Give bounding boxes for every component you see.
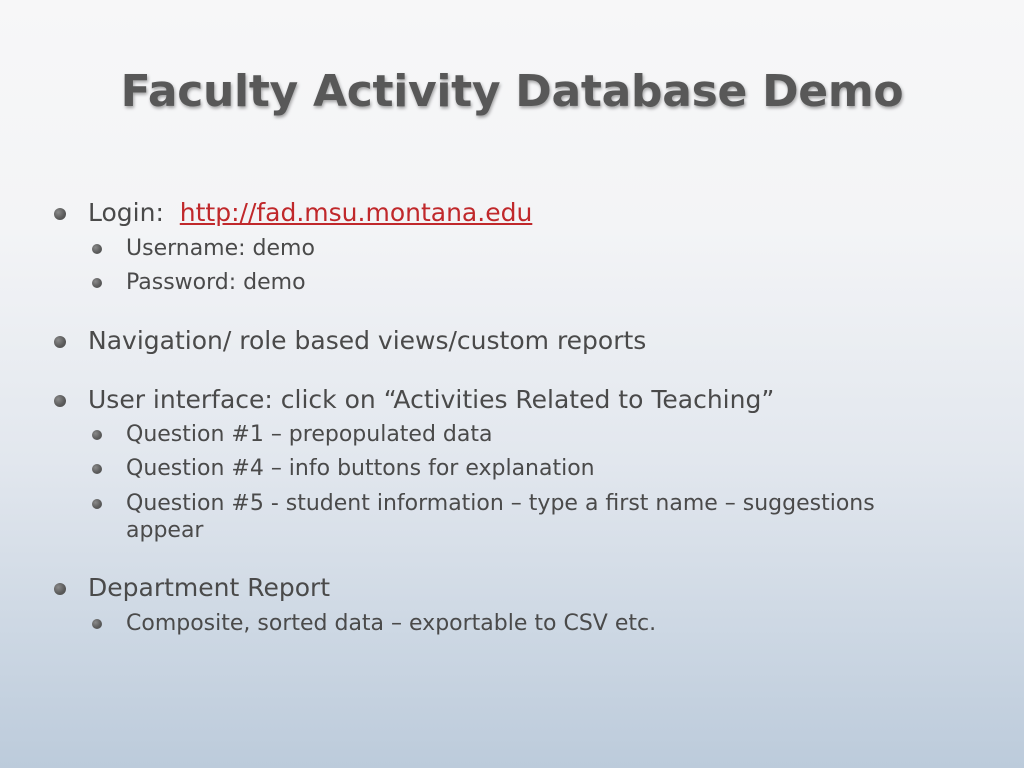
sub-bullet-text: Username: demo xyxy=(126,236,315,261)
login-link[interactable]: http://fad.msu.montana.edu xyxy=(179,198,533,227)
bullet-text: Navigation/ role based views/custom reports xyxy=(88,326,647,355)
sub-bullet-text: Composite, sorted data – exportable to CSV etc. xyxy=(126,611,657,636)
sub-bullet-text: Password: demo xyxy=(126,270,306,295)
bullet-dot-icon xyxy=(92,278,102,288)
sub-bullet-text: Question #4 – info buttons for explanation xyxy=(126,456,595,481)
bullet-text: Department Report xyxy=(88,573,331,602)
bullet-dot-icon xyxy=(92,619,102,629)
bullet-dot-icon xyxy=(92,464,102,474)
bullet-dot-icon xyxy=(54,336,66,348)
bullet-dot-icon xyxy=(92,244,102,254)
bullet-dot-icon xyxy=(92,430,102,440)
login-label: Login: xyxy=(88,198,164,227)
sub-bullet-text: Question #5 - student information – type a first name – suggestions appear xyxy=(126,491,875,543)
sub-bullet-text: Question #1 – prepopulated data xyxy=(126,422,493,447)
bullet-dot-icon xyxy=(54,583,66,595)
bullet-dot-icon xyxy=(54,208,66,220)
bullet-dot-icon xyxy=(54,395,66,407)
bullet-text xyxy=(88,198,532,228)
bullet-text: User interface: click on “Activities Related to Teaching” xyxy=(88,385,775,414)
slide-title: Faculty Activity Database Demo xyxy=(120,66,904,117)
bullet-dot-icon xyxy=(92,499,102,509)
